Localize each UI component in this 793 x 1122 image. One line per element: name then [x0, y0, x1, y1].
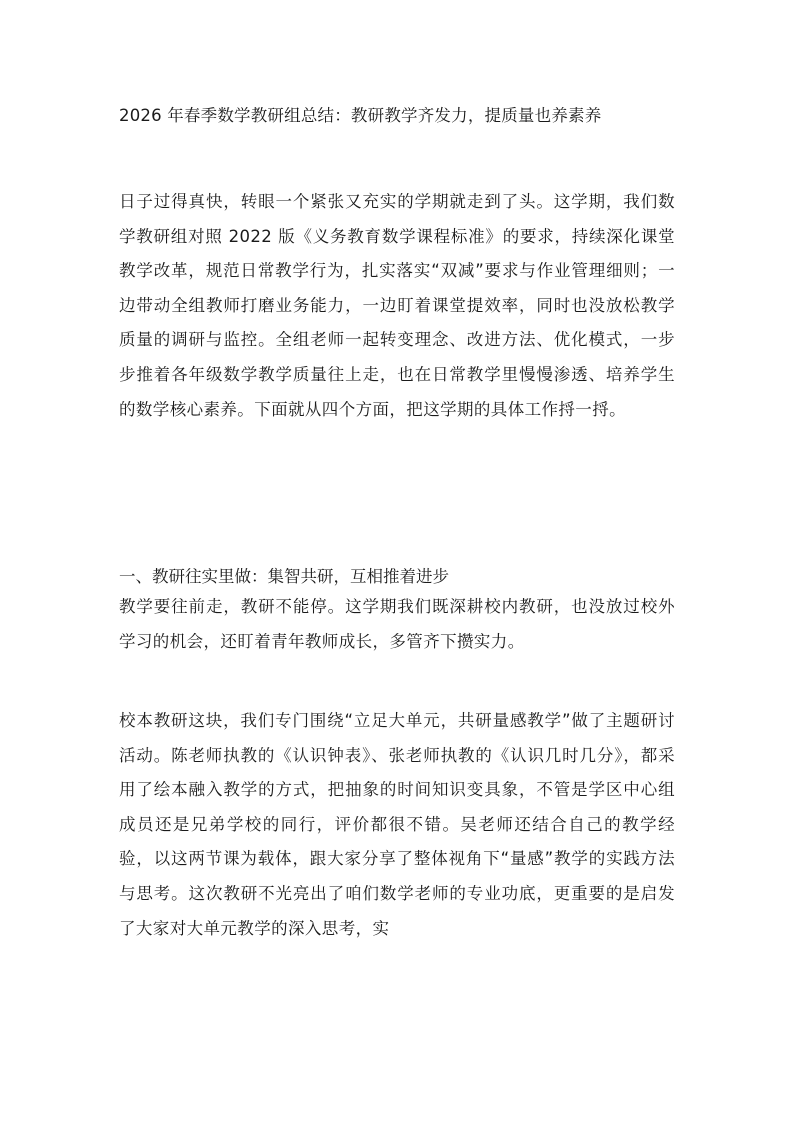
intro-paragraph: 日子过得真快，转眼一个紧张又充实的学期就走到了头。这学期，我们数学教研组对照 2022 版《义务教育数学课程标准》的要求，持续深化课堂教学改革，规范日常教学行为，扎实落实“双减”要求与作业管理细则；一边带动全组教师打磨业务能力，一边盯着课堂提效率，同时也没放松教学质量的调研与监控。全组老师一起转变理念、改进方法、优化模式，一步步推着各年级数学教学质量往上走，也在日常教学里慢慢渗透、培养学生的数学核心素养。下面就从四个方面，把这学期的具体工作捋一捋。	[119, 192, 675, 419]
section-lead-paragraph: 教学要往前走，教研不能停。这学期我们既深耕校内教研，也没放过校外学习的机会，还盯着青年教师成长，多管齐下攒实力。	[119, 597, 675, 651]
section-body-paragraph: 校本教研这块，我们专门围绕“立足大单元，共研量感教学”做了主题研讨活动。陈老师执教的《认识钟表》、张老师执教的《认识几时几分》，都采用了绘本融入教学的方式，把抽象的时间知识变具象，不管是学区中心组成员还是兄弟学校的同行，评价都很不错。吴老师还结合自己的教学经验，以这两节课为载体，跟大家分享了整体视角下“量感”教学的实践方法与思考。这次教研不光亮出了咱们数学老师的专业功底，更重要的是启发了大家对大单元教学的深入思考，实	[119, 711, 675, 938]
document-title: 2026 年春季数学教研组总结：教研教学齐发力，提质量也养素养	[119, 106, 602, 125]
section-heading: 一、教研往实里做：集智共研，互相推着进步	[119, 567, 449, 586]
